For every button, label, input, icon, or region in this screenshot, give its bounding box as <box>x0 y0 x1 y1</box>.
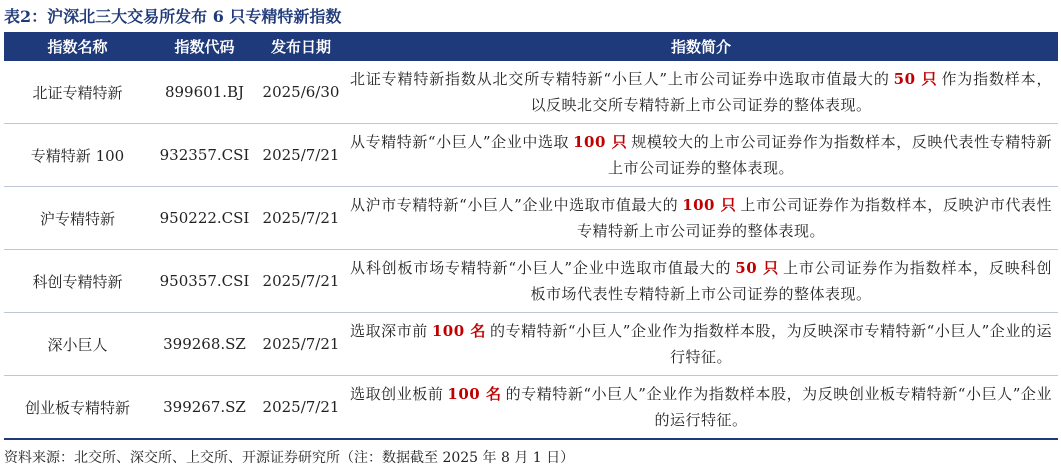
index-name-cell: 沪专精特新 <box>4 187 151 250</box>
header-index-description: 指数简介 <box>344 32 1058 61</box>
description-highlight: 100 名 <box>431 322 486 340</box>
description-text: 作为指数样本，以反映北交所专精特新上市公司证券的整体表现。 <box>530 70 1052 114</box>
index-code-cell: 399267.SZ <box>151 376 258 440</box>
description-text: 规模较大的上市公司证券作为指数样本，反映代表性专精特新上市公司证券的整体表现。 <box>607 133 1052 177</box>
header-index-name: 指数名称 <box>4 32 151 61</box>
index-code-cell: 399268.SZ <box>151 313 258 376</box>
release-date-cell: 2025/7/21 <box>258 250 344 313</box>
table-row <box>4 187 1058 250</box>
description-text: 从专精特新“小巨人”企业中选取 <box>350 133 570 151</box>
index-name-cell: 创业板专精特新 <box>4 376 151 440</box>
description-text: 从沪市专精特新“小巨人”企业中选取市值最大的 <box>350 196 679 214</box>
description-cell <box>344 376 1058 440</box>
index-code-cell: 950222.CSI <box>151 187 258 250</box>
description-cell <box>344 187 1058 250</box>
table-row <box>4 313 1058 376</box>
index-table <box>4 32 1058 440</box>
release-date-cell: 2025/7/21 <box>258 376 344 440</box>
release-date-cell: 2025/7/21 <box>258 313 344 376</box>
index-code-cell: 932357.CSI <box>151 124 258 187</box>
description-highlight: 50 只 <box>735 259 780 277</box>
table-row <box>4 376 1058 440</box>
header-release-date: 发布日期 <box>258 32 344 61</box>
table-row <box>4 124 1058 187</box>
index-name-cell: 北证专精特新 <box>4 61 151 124</box>
description-highlight: 100 只 <box>682 196 737 214</box>
index-name-cell: 深小巨人 <box>4 313 151 376</box>
description-text: 的专精特新“小巨人”企业作为指数样本股，为反映深市专精特新“小巨人”企业的运行特征。 <box>490 322 1052 366</box>
description-highlight: 50 只 <box>893 70 938 88</box>
description-text: 北证专精特新指数从北交所专精特新“小巨人”上市公司证券中选取市值最大的 <box>350 70 890 88</box>
description-cell <box>344 313 1058 376</box>
description-cell <box>344 61 1058 124</box>
index-code-cell: 899601.BJ <box>151 61 258 124</box>
description-cell <box>344 124 1058 187</box>
description-text: 上市公司证券作为指数样本，反映科创板市场代表性专精特新上市公司证券的整体表现。 <box>530 259 1052 303</box>
index-name-cell: 科创专精特新 <box>4 250 151 313</box>
release-date-cell: 2025/6/30 <box>258 61 344 124</box>
table-row <box>4 61 1058 124</box>
description-text: 选取创业板前 <box>350 385 444 403</box>
index-name-cell: 专精特新 100 <box>4 124 151 187</box>
release-date-cell: 2025/7/21 <box>258 124 344 187</box>
description-highlight: 100 只 <box>573 133 628 151</box>
description-text: 的专精特新“小巨人”企业作为指数样本股，为反映创业板专精特新“小巨人”企业的运行特征。 <box>505 385 1052 429</box>
table-header-row <box>4 32 1058 61</box>
index-code-cell: 950357.CSI <box>151 250 258 313</box>
header-index-code: 指数代码 <box>151 32 258 61</box>
description-highlight: 100 名 <box>447 385 502 403</box>
description-text: 从科创板市场专精特新“小巨人”企业中选取市值最大的 <box>350 259 732 277</box>
description-text: 上市公司证券作为指数样本，反映沪市代表性专精特新上市公司证券的整体表现。 <box>576 196 1052 240</box>
release-date-cell: 2025/7/21 <box>258 187 344 250</box>
table-title: 表2：沪深北三大交易所发布 6 只专精特新指数 <box>4 7 342 26</box>
source-note: 资料来源：北交所、深交所、上交所、开源证券研究所（注：数据截至 2025 年 8 月 1 日） <box>4 450 575 466</box>
table-row <box>4 250 1058 313</box>
description-cell <box>344 250 1058 313</box>
description-text: 选取深市前 <box>350 322 428 340</box>
